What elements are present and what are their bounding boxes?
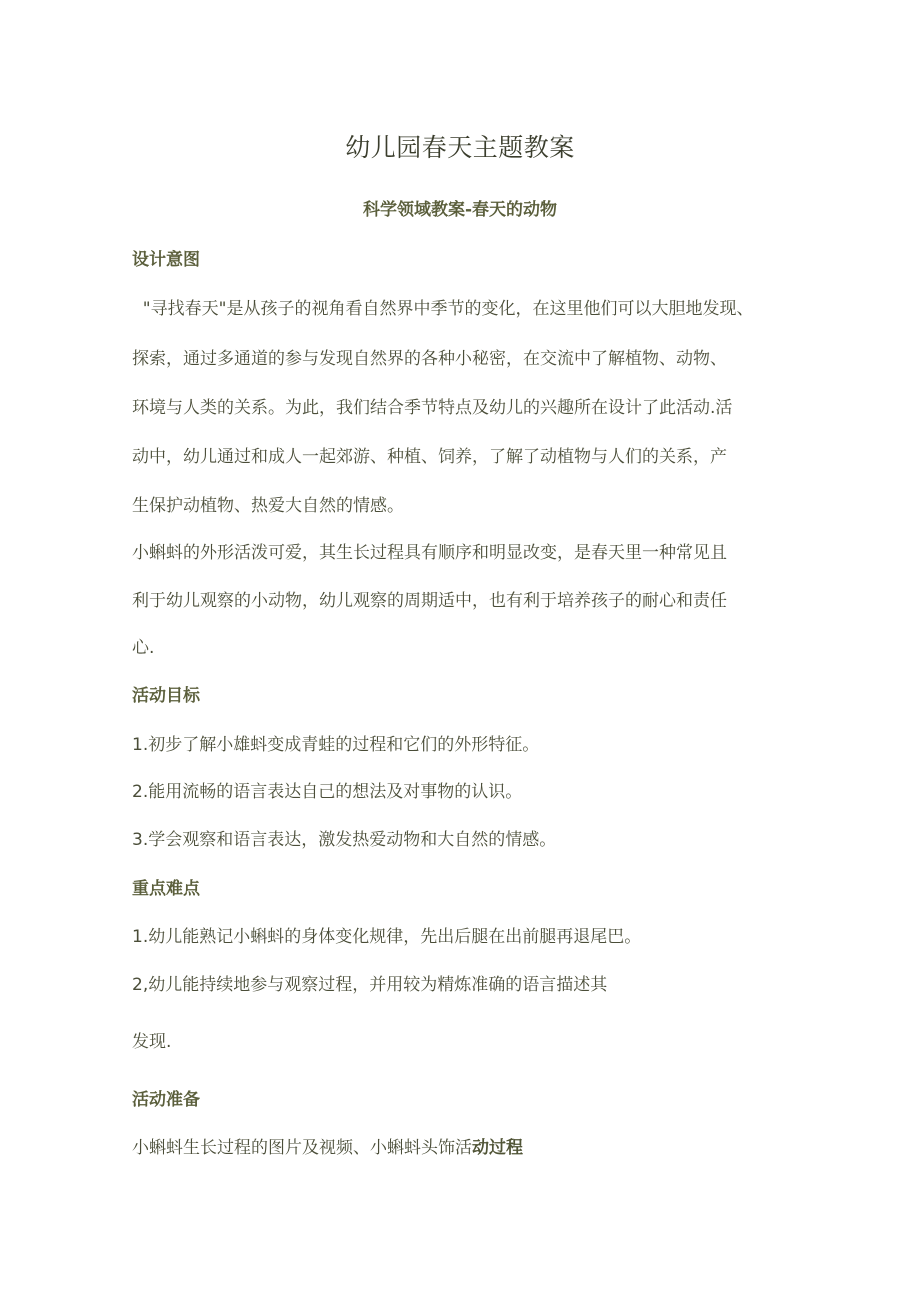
goal-item: 2.能用流畅的语言表达自己的想法及对事物的认识。 — [132, 782, 523, 802]
heading-key-points: 重点难点 — [132, 879, 200, 899]
heading-goals: 活动目标 — [132, 686, 200, 706]
paragraph-line: 利于幼儿观察的小动物，幼儿观察的周期适中，也有利于培养孩子的耐心和责任 — [132, 591, 727, 611]
paragraph-line: "寻找春天"是从孩子的视角看自然界中季节的变化，在这里他们可以大胆地发现、 — [132, 299, 754, 319]
heading-preparation: 活动准备 — [132, 1090, 200, 1110]
paragraph-line: 探索，通过多通道的参与发现自然界的各种小秘密，在交流中了解植物、动物、 — [132, 349, 727, 369]
key-point-item: 2,幼儿能持续地参与观察过程，并用较为精炼准确的语言描述其 — [132, 975, 608, 995]
goal-item: 3.学会观察和语言表达，激发热爱动物和大自然的情感。 — [132, 830, 557, 850]
paragraph-line: 生保护动植物、热爱大自然的情感。 — [132, 496, 404, 516]
document-title: 幼儿园春天主题教案 — [345, 133, 575, 162]
preparation-text: 小蝌蚪生长过程的图片及视频、小蝌蚪头饰活 — [132, 1138, 472, 1158]
key-point-item: 发现. — [132, 1032, 172, 1052]
preparation-bold-text: 动过程 — [472, 1138, 523, 1158]
paragraph-line: 环境与人类的关系。为此，我们结合季节特点及幼儿的兴趣所在设计了此活动.活 — [132, 398, 733, 418]
paragraph-line: 小蝌蚪的外形活泼可爱，其生长过程具有顺序和明显改变，是春天里一种常见且 — [132, 543, 727, 563]
heading-design-intent: 设计意图 — [132, 250, 200, 270]
document-subtitle: 科学领域教案-春天的动物 — [362, 200, 558, 220]
paragraph-line: 心. — [132, 638, 155, 658]
paragraph-line: 动中，幼儿通过和成人一起郊游、种植、饲养，了解了动植物与人们的关系，产 — [132, 447, 727, 467]
goal-item: 1.初步了解小雄蚪变成青蛙的过程和它们的外形特征。 — [132, 735, 540, 755]
key-point-item: 1.幼儿能熟记小蝌蚪的身体变化规律，先出后腿在出前腿再退尾巴。 — [132, 927, 642, 947]
preparation-line — [132, 1133, 523, 1158]
